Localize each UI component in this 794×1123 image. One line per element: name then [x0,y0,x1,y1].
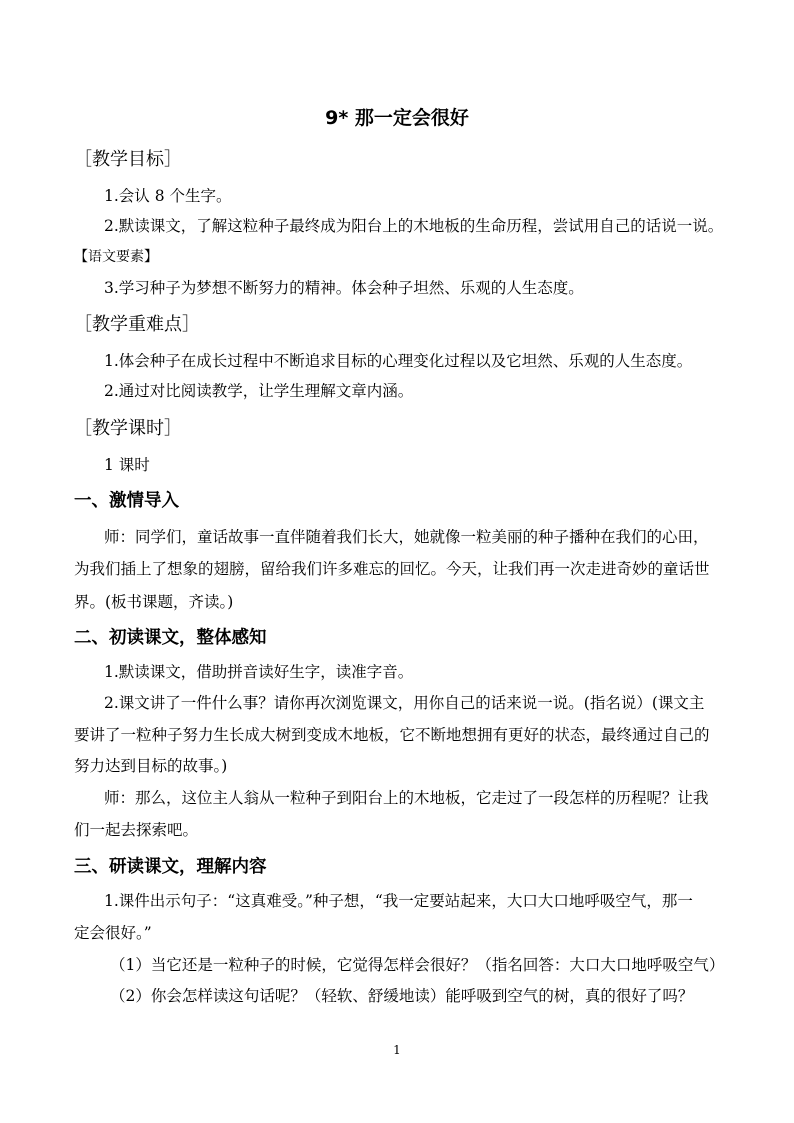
part1-line-3: 界。(板书课题，齐读。) [74,593,234,611]
part3-item-1-line-2: 定会很好。” [74,924,152,942]
document-title: 9* 那一定会很好 [325,107,469,129]
objective-item-3: 3.学习种子为梦想不断努力的精神。体会种子坦然、乐观的人生态度。 [104,279,584,297]
page-number: 1 [393,1043,401,1057]
part2-item-2-line-2: 要讲了一粒种子努力生长成大树到变成木地板，它不断地想拥有更好的状态，最终通过自己的 [74,726,710,744]
part1-heading: 一、激情导入 [74,491,179,511]
objectives-heading: ［教学目标］ [74,149,182,170]
difficulties-heading: ［教学重难点］ [74,314,200,335]
part2-item-2-line-3: 努力达到目标的故事。) [74,757,228,775]
hours-value: 1 课时 [104,456,150,474]
language-element-tag: 【语文要素】 [74,249,158,265]
part1-line-1: 师：同学们，童话故事一直伴随着我们长大，她就像一粒美丽的种子播种在我们的心田， [104,528,709,546]
part2-item-2-line-1: 2.课文讲了一件什么事？请你再次浏览课文，用你自己的话来说一说。(指名说）(课文主 [104,694,705,712]
difficulty-item-1: 1.体会种子在成长过程中不断追求目标的心理变化过程以及它坦然、乐观的人生态度。 [104,352,693,370]
part3-heading: 三、研读课文，理解内容 [74,857,267,877]
objective-item-1: 1.会认 8 个生字。 [104,187,232,205]
part3-sub-1: （1）当它还是一粒种子的时候，它觉得怎样会很好？（指名回答：大口大口地呼吸空气） [110,956,725,974]
part3-item-1-line-1: 1.课件出示句子：“这真难受。”种子想，“我一定要站起来，大口大口地呼吸空气，那一 [104,892,693,910]
part3-sub-2: （2）你会怎样读这句话呢？（轻软、舒缓地读）能呼吸到空气的树，真的很好了吗？ [110,987,694,1005]
part1-line-2: 为我们插上了想象的翅膀，留给我们许多难忘的回忆。今天，让我们再一次走进奇妙的童话世 [74,560,710,578]
objective-item-2: 2.默读课文，了解这粒种子最终成为阳台上的木地板的生命历程，尝试用自己的话说一说。 [104,217,724,235]
part2-heading: 二、初读课文，整体感知 [74,628,267,648]
hours-heading: ［教学课时］ [74,418,182,439]
part2-teacher-line-1: 师：那么，这位主人翁从一粒种子到阳台上的木地板，它走过了一段怎样的历程呢？让我 [104,789,709,807]
part2-item-1: 1.默读课文，借助拼音读好生字，读准字音。 [104,663,414,681]
difficulty-item-2: 2.通过对比阅读教学，让学生理解文章内涵。 [104,382,414,400]
part2-teacher-line-2: 们一起去探索吧。 [74,821,199,839]
